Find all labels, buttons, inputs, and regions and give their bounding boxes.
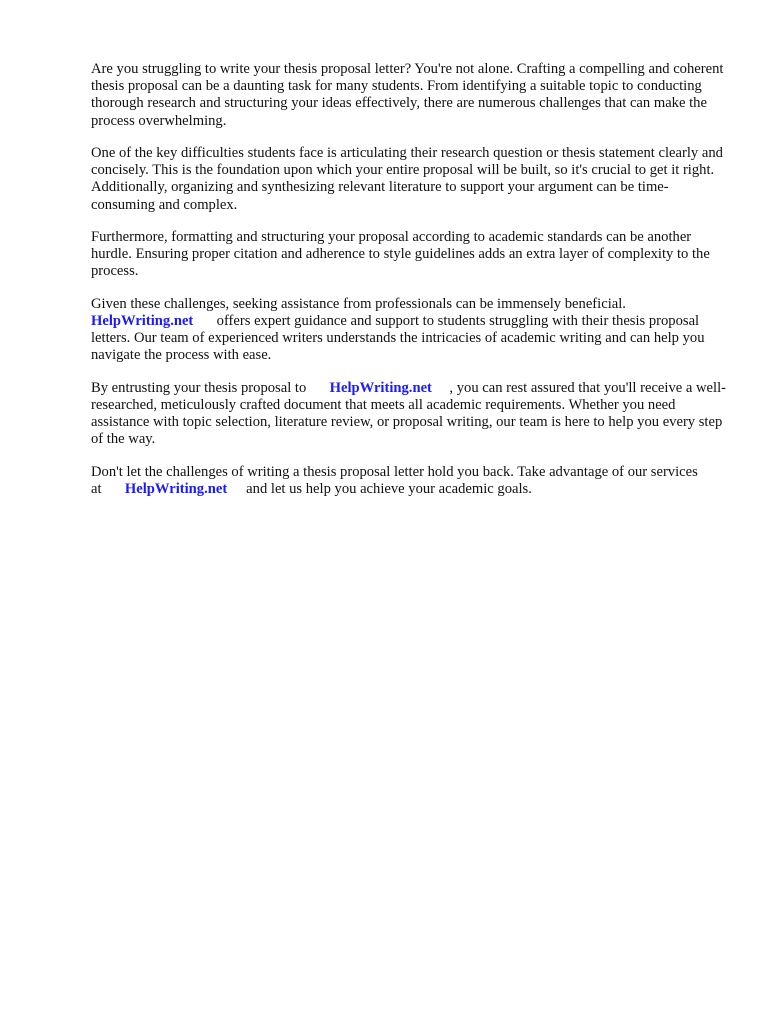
document-body <box>91 61 731 513</box>
paragraph-assistance <box>91 296 731 365</box>
paragraph-closing-text-before: Don't let the challenges of writing a thesis proposal letter hold you back. Take advantage of our services at <box>91 463 698 497</box>
paragraph-intro-text: Are you struggling to write your thesis proposal letter? You're not alone. Crafting a compelling and coherent thesis proposal can be a daunting task for many students. From identifying a suitable topic to conducting thorough research and structuring your ideas effectively, there are numerous challenges that can make the process overwhelming. <box>91 61 724 129</box>
paragraph-formatting-text: Furthermore, formatting and structuring your proposal according to academic standards can be another hurdle. Ensuring proper citation and adherence to style guidelines adds an extra layer of complexity to the process. <box>91 229 710 280</box>
paragraph-formatting <box>91 229 731 281</box>
paragraph-assistance-text-before: Given these challenges, seeking assistance from professionals can be immensely beneficial. <box>91 295 626 312</box>
paragraph-entrusting-text-before: By entrusting your thesis proposal to <box>91 379 307 396</box>
paragraph-intro <box>91 61 731 130</box>
paragraph-entrusting-text-after: , you can rest assured that you'll receive a well-researched, meticulously crafted document that meets all academic requirements. Whether you need assistance with topic selection, literature review, or proposal writing, our team is here to help you every step of the way. <box>91 379 726 448</box>
helpwriting-link-2[interactable]: HelpWriting.net <box>329 379 432 396</box>
paragraph-entrusting <box>91 380 731 449</box>
paragraph-assistance-text-after: offers expert guidance and support to students struggling with their thesis proposal letters. Our team of experienced writers understands the intricacies of academic writing and can help you navigate the process with ease. <box>91 313 705 364</box>
paragraph-closing-text-after: and let us help you achieve your academic goals. <box>246 481 532 497</box>
helpwriting-link-1[interactable]: HelpWriting.net <box>91 313 194 329</box>
paragraph-closing <box>91 464 731 498</box>
paragraph-difficulties-text: One of the key difficulties students face is articulating their research question or thesis statement clearly and concisely. This is the foundation upon which your entire proposal will be built, so it's crucial to get it right. Additionally, organizing and synthesizing relevant literature to support your argument can be time-consuming and complex. <box>91 145 723 213</box>
paragraph-difficulties <box>91 145 731 214</box>
helpwriting-link-3[interactable]: HelpWriting.net <box>124 481 228 497</box>
